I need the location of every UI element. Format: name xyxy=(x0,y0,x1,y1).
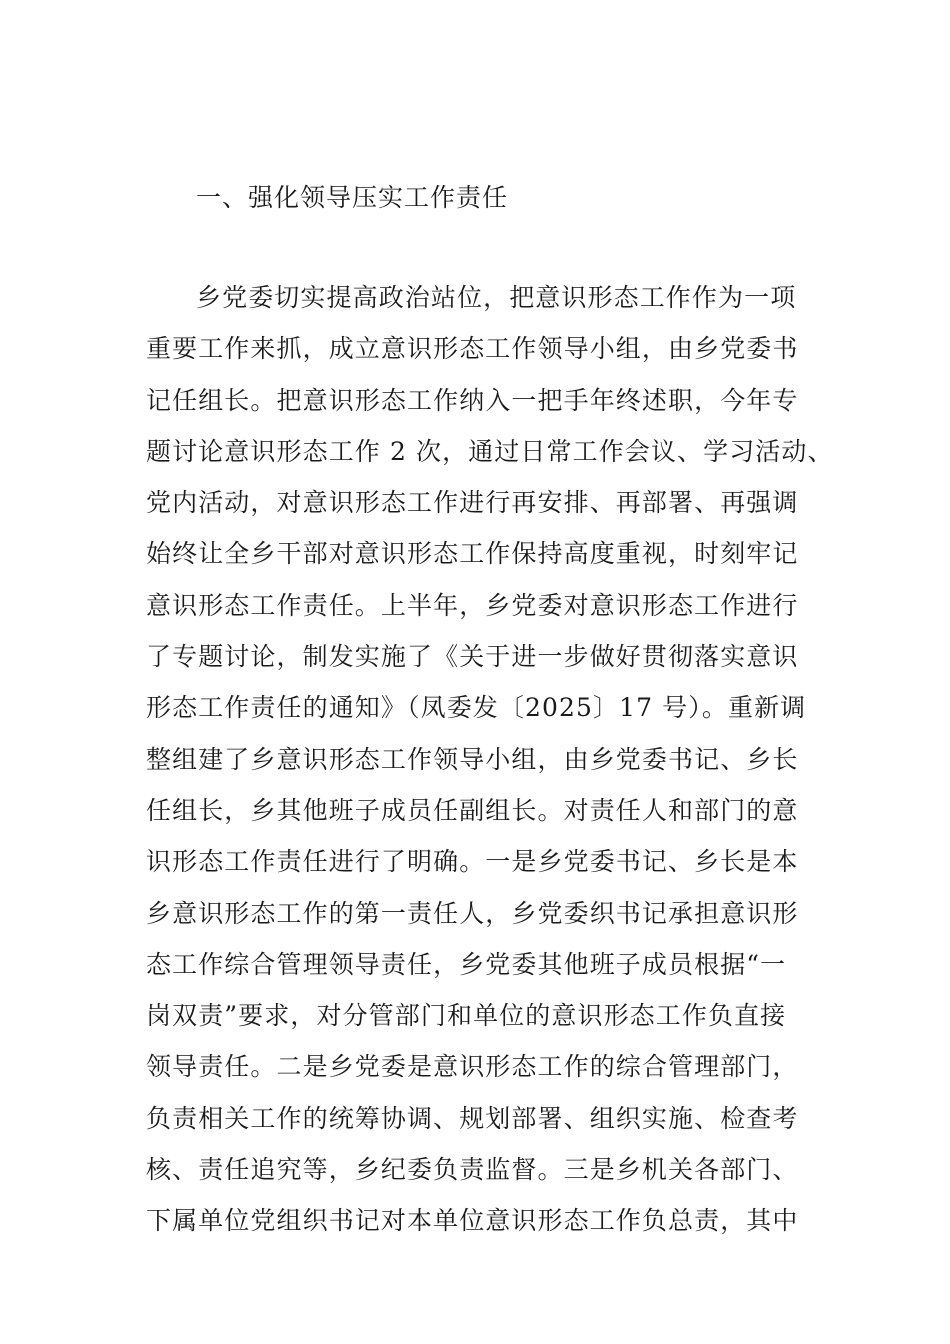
body-line: 意识形态工作责任。上半年，乡党委对意识形态工作进行 xyxy=(146,590,799,620)
body-line: 负责相关工作的统筹协调、规划部署、组织实施、检查考 xyxy=(146,1103,799,1133)
body-line: 记任组长。把意识形态工作纳入一把手年终述职，今年专 xyxy=(146,385,799,415)
body-line: 下属单位党组织书记对本单位意识形态工作负总责，其中 xyxy=(146,1206,799,1236)
body-line: 态工作综合管理领导责任，乡党委其他班子成员根据“一 xyxy=(146,949,787,979)
body-line: 整组建了乡意识形态工作领导小组，由乡党委书记、乡长 xyxy=(146,744,799,774)
body-line: 任组长，乡其他班子成员任副组长。对责任人和部门的意 xyxy=(146,795,799,825)
section-heading: 一、强化领导压实工作责任 xyxy=(196,183,509,212)
body-line: 乡意识形态工作的第一责任人，乡党委织书记承担意识形 xyxy=(146,898,799,928)
section-body xyxy=(146,278,834,1253)
body-line: 始终让全乡干部对意识形态工作保持高度重视，时刻牢记 xyxy=(146,539,799,569)
body-line: 领导责任。二是乡党委是意识形态工作的综合管理部门， xyxy=(146,1052,799,1082)
body-line: 识形态工作责任进行了明确。一是乡党委书记、乡长是本 xyxy=(146,847,799,877)
body-line: 岗双责”要求，对分管部门和单位的意识形态工作负直接 xyxy=(146,1001,787,1031)
body-line: 乡党委切实提高政治站位，把意识形态工作作为一项 xyxy=(196,283,797,312)
body-line: 核、责任追究等，乡纪委负责监督。三是乡机关各部门、 xyxy=(146,1155,799,1185)
body-line: 重要工作来抓，成立意识形态工作领导小组，由乡党委书 xyxy=(146,334,799,364)
body-line: 题讨论意识形态工作 2 次，通过日常工作会议、学习活动、 xyxy=(146,436,834,466)
body-line: 了专题讨论，制发实施了《关于进一步做好贯彻落实意识 xyxy=(146,642,799,672)
body-line: 形态工作责任的通知》（凤委发〔2025〕17 号）。重新调 xyxy=(146,693,807,723)
body-line: 党内活动，对意识形态工作进行再安排、再部署、再强调 xyxy=(146,488,799,518)
